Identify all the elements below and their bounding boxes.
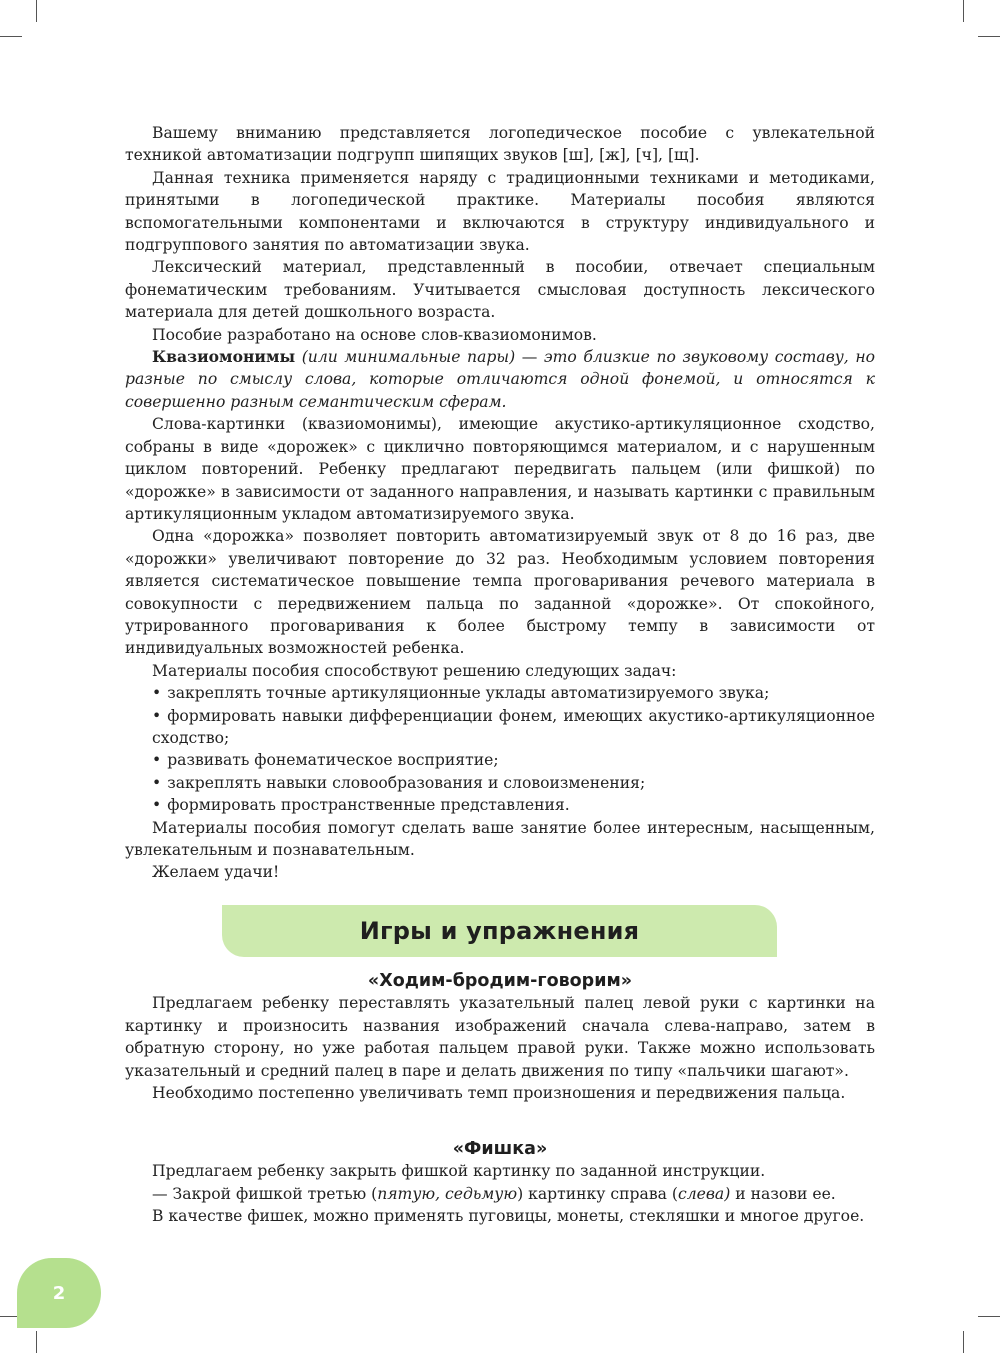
list-item-text: формировать пространственные представления. [167,796,570,815]
paragraph: Данная техника применяется наряду с традиционными техниками и методиками, принятыми в логопедической практике. Материалы пособия являются вспомогательными компонентами и включаются в структуру индивидуального и подгруппового занятия по автоматизации звука. [125,168,875,255]
paragraph: Одна «дорожка» позволяет повторить автоматизируемый звук от 8 до 16 раз, две «дорожки» увеличивают повторение до 32 раз. Необходимым условием повторения является систематическое повышение темпа проговаривания речевого материала в совокупности с передвижением пальца по заданной «дорожке». От спокойного, утрированного проговаривания к более быстрому темпу в зависимости от индивидуальных возможностей ребенка. [125,527,875,658]
paragraph: Предлагаем ребенку закрыть фишкой картинку по заданной инструкции. [152,1162,766,1181]
paragraph: В качестве фишек, можно применять пуговицы, монеты, стекляшки и многое другое. [152,1207,865,1226]
crop-mark [978,1316,1000,1317]
paragraph: Желаем удачи! [152,863,280,882]
paragraph: Пособие разработано на основе слов-квазиомонимов. [152,325,597,344]
paragraph: Материалы пособия способствуют решению следующих задач: [152,661,677,680]
paragraph: Слова-картинки (квазиомонимы), имеющие акустико-артикуляционное сходство, собраны в виде «дорожек» с циклично повторяющимся материалом, и с нарушенным циклом повторений. Ребенку предлагают передвигать пальцем (или фишкой) по «дорожке» в зависимости от заданного направления, и называть картинки с правильным артикуляционным укладом автоматизируемого звука. [125,415,875,523]
definition-term: Квазиомонимы [152,347,296,367]
text-run: ) картинку справа ( [517,1184,678,1203]
text-run-italic: слева) [677,1184,731,1203]
crop-mark [963,0,964,22]
section-header [222,905,777,957]
crop-mark [0,36,22,37]
crop-mark [978,36,1000,37]
bullet-icon: • [152,773,162,792]
list-item [125,772,875,794]
bullet-icon: • [152,796,162,815]
list-item [125,749,875,771]
page-number: 2 [52,1282,66,1304]
section-title: Игры и упражнения [359,917,640,945]
bullet-icon: • [152,684,162,703]
game-block-walk [125,970,875,1104]
text-run: — Закрой фишкой третью ( [152,1184,378,1203]
game-title: «Фишка» [452,1139,548,1159]
game-title: «Ходим-бродим-говорим» [367,971,633,991]
list-item-text: закреплять точные артикуляционные уклады автоматизируемого звука; [167,684,770,703]
game-block-chip [125,1138,875,1228]
bullet-icon: • [152,706,162,725]
crop-mark [36,1331,37,1353]
text-run: и назови ее. [730,1184,836,1203]
list-item [125,794,875,816]
definition-paragraph [125,346,875,413]
text-run-italic: пятую, седьмую [377,1184,518,1203]
paragraph: Материалы пособия помогут сделать ваше занятие более интересным, насыщенным, увлекательным и познавательным. [125,818,875,859]
paragraph: Предлагаем ребенку переставлять указательный палец левой руки с картинки на картинку и произносить названия изображений сначала слева-направо, затем в обратную сторону, но уже работая пальцем правой руки. Также можно использовать указательный и средний палец в паре и делать движения по типу «пальчики шагают». [125,994,875,1080]
definition-aside: (или минимальные пары) [295,348,522,367]
list-item-text: развивать фонематическое восприятие; [167,751,499,770]
list-item [125,682,875,704]
paragraph: Необходимо постепенно увеличивать темп произношения и передвижения пальца. [152,1084,846,1103]
list-item [125,705,875,750]
definition-text: это близкие по звуковому составу, но разные по смыслу слова, которые отличаются одной фонемой, и относятся к совершенно разным семантическим сферам. [125,348,875,411]
list-item-text: закреплять навыки словообразования и словоизменения; [167,773,646,792]
crop-mark [963,1331,964,1353]
paragraph [125,1183,875,1205]
intro-text [125,122,875,884]
paragraph: Лексический материал, представленный в пособии, отвечает специальным фонематическим требованиям. Учитывается смысловая доступность лексического материала для детей дошкольного возраста. [125,258,875,322]
bullet-icon: • [152,751,162,770]
list-item-text: формировать навыки дифференциации фонем, имеющих акустико-артикуляционное сходство; [152,706,875,747]
definition-dash: — [521,348,544,367]
crop-mark [36,0,37,22]
paragraph: Вашему вниманию представляется логопедическое пособие с увлекательной техникой автоматизации подгрупп шипящих звуков [ш], [ж], [ч], [щ]. [125,124,875,165]
page-number-badge [17,1258,101,1328]
